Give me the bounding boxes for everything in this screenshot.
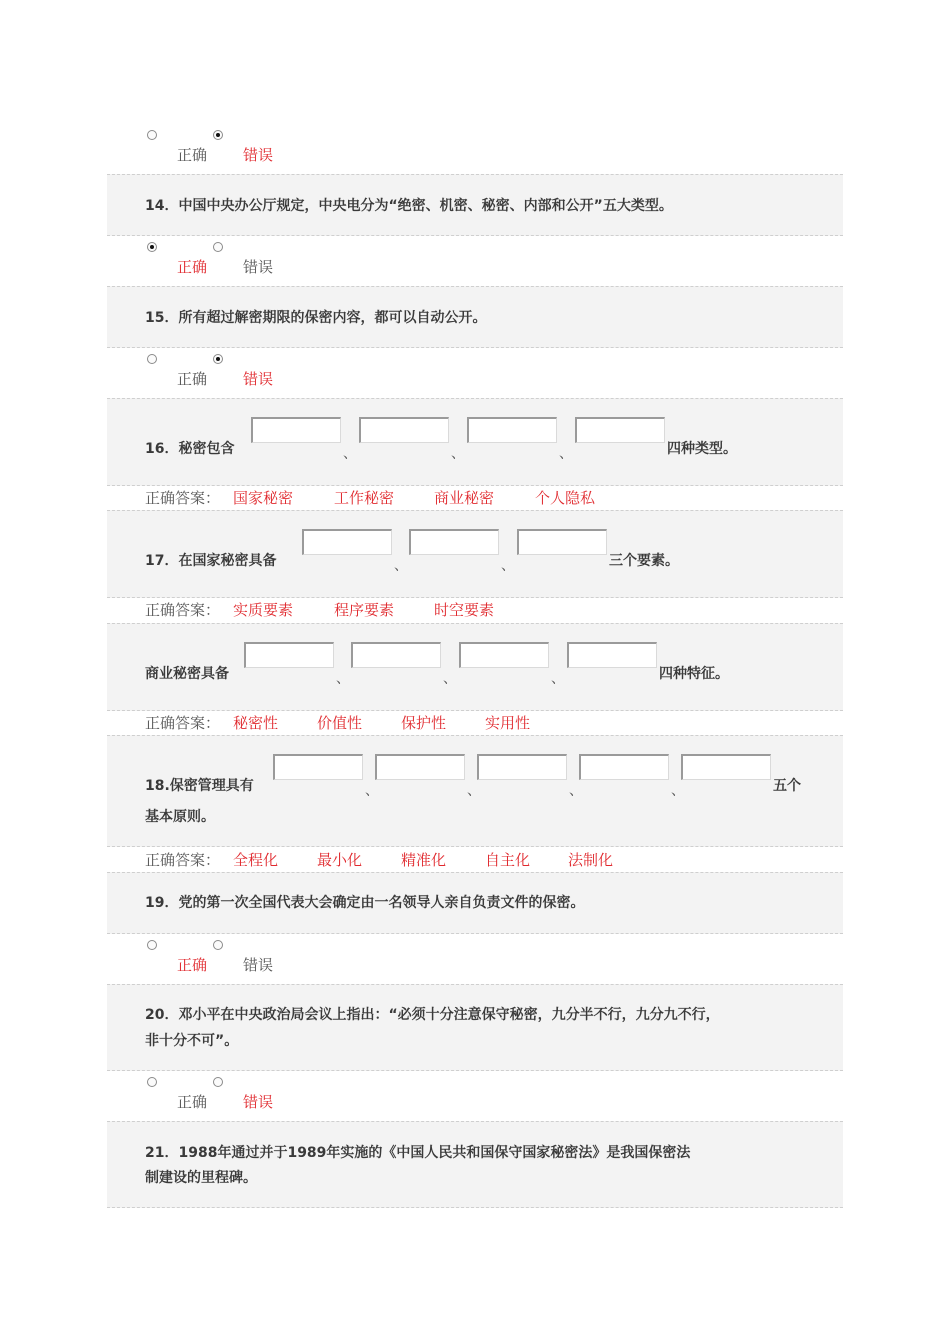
answer-item: 价值性 [317,714,363,732]
answer-item: 法制化 [568,851,614,869]
radio-correct[interactable] [147,130,157,140]
separator: 、 [559,446,573,462]
answer-blank[interactable] [681,754,771,780]
separator: 、 [671,783,685,799]
radio-correct[interactable] [147,354,157,364]
answer-blank[interactable] [359,417,449,443]
separator: 、 [467,783,481,799]
answer-item: 精准化 [401,851,447,869]
question-line1: 20．邓小平在中央政治局会议上指出：“必须十分注意保守秘密，九分半不行，九分九不行， [145,1007,720,1023]
answer-blank[interactable] [409,529,499,555]
question-suffix: 三个要素。 [609,553,679,569]
answer-item: 实质要素 [233,601,294,619]
answer-blank[interactable] [302,529,392,555]
question-suffix: 五个 [773,778,801,794]
option-wrong-label: 错误 [243,956,274,974]
option-wrong-label: 错误 [243,370,274,388]
question-box-17 [107,510,843,598]
answer-blank[interactable] [467,417,557,443]
separator: 、 [394,558,408,574]
answer-item: 自主化 [485,851,531,869]
answer-blank[interactable] [459,642,549,668]
separator: 、 [343,446,357,462]
separator: 、 [501,558,515,574]
radio-wrong[interactable] [213,242,223,252]
answer-blank[interactable] [477,754,567,780]
radio-wrong[interactable] [213,940,223,950]
question-prefix: 18.保密管理具有 [145,778,254,794]
answer-item: 实用性 [485,714,531,732]
answer-label: 正确答案： [145,601,221,619]
option-wrong-label: 错误 [243,258,274,276]
radio-correct[interactable] [147,242,157,252]
question-text: 15．所有超过解密期限的保密内容，都可以自动公开。 [145,310,487,326]
separator: 、 [451,446,465,462]
option-wrong-label: 错误 [243,1093,274,1111]
answer-blank[interactable] [579,754,669,780]
answer-item: 程序要素 [334,601,395,619]
question-prefix: 商业秘密具备 [145,666,229,682]
answer-blank[interactable] [575,417,665,443]
separator: 、 [569,783,583,799]
question-line2: 非十分不可”。 [145,1033,239,1049]
option-correct-label: 正确 [177,370,208,388]
question-text: 14．中国中央办公厅规定，中央电分为“绝密、机密、秘密、内部和公开”五大类型。 [145,198,673,214]
question-line2: 基本原则。 [145,809,215,825]
answer-blank[interactable] [567,642,657,668]
option-correct-label: 正确 [177,146,208,164]
question-box-21 [107,1121,843,1208]
question-prefix: 16．秘密包含 [145,441,235,457]
question-box-18 [107,735,843,847]
answer-blank[interactable] [251,417,341,443]
option-wrong-label: 错误 [243,146,274,164]
option-correct-label: 正确 [177,956,208,974]
answer-item: 工作秘密 [334,489,395,507]
answer-item: 商业秘密 [434,489,495,507]
answer-blank[interactable] [351,642,441,668]
radio-wrong[interactable] [213,130,223,140]
radio-correct[interactable] [147,1077,157,1087]
question-prefix: 17．在国家秘密具备 [145,553,277,569]
option-correct-label: 正确 [177,1093,208,1111]
separator: 、 [551,671,565,687]
question-box-19 [107,872,843,934]
question-box-commercial [107,623,843,711]
answer-blank[interactable] [273,754,363,780]
answer-blank[interactable] [375,754,465,780]
question-text: 19．党的第一次全国代表大会确定由一名领导人亲自负责文件的保密。 [145,895,585,911]
separator: 、 [365,783,379,799]
answer-item: 国家秘密 [233,489,294,507]
answer-label: 正确答案： [145,714,221,732]
question-box-20 [107,984,843,1071]
answer-item: 秘密性 [233,714,279,732]
question-suffix: 四种特征。 [659,666,729,682]
radio-wrong[interactable] [213,354,223,364]
radio-wrong[interactable] [213,1077,223,1087]
answer-item: 时空要素 [434,601,495,619]
question-box-14 [107,174,843,236]
answer-item: 个人隐私 [535,489,596,507]
answer-label: 正确答案： [145,851,221,869]
option-correct-label: 正确 [177,258,208,276]
separator: 、 [443,671,457,687]
question-suffix: 四种类型。 [667,441,737,457]
question-line1: 21．1988年通过并于1989年实施的《中国人民共和国保守国家秘密法》是我国保密法 [145,1145,691,1161]
answer-item: 最小化 [317,851,363,869]
radio-correct[interactable] [147,940,157,950]
answer-blank[interactable] [244,642,334,668]
answer-item: 全程化 [233,851,279,869]
question-box-15 [107,286,843,348]
answer-label: 正确答案： [145,489,221,507]
question-line2: 制建设的里程碑。 [145,1170,257,1186]
question-box-16 [107,398,843,486]
answer-blank[interactable] [517,529,607,555]
answer-item: 保护性 [401,714,447,732]
separator: 、 [336,671,350,687]
